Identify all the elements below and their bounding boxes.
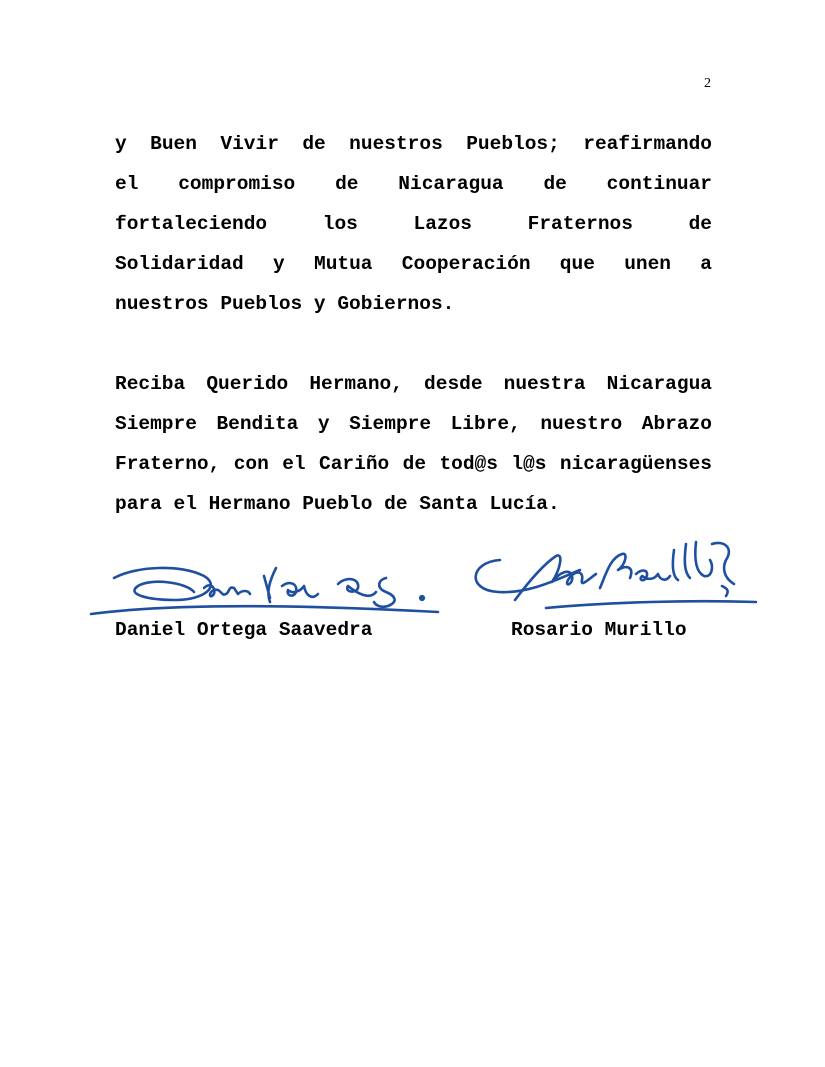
signatory-name-murillo: Rosario Murillo	[511, 619, 687, 641]
paragraph-line: nuestros Pueblos y Gobiernos.	[115, 293, 455, 315]
signatory-name-ortega: Daniel Ortega Saavedra	[115, 619, 373, 641]
signature-murillo	[460, 530, 760, 620]
paragraph-line: para el Hermano Pueblo de Santa Lucía.	[115, 493, 560, 515]
paragraph-line: Reciba Querido Hermano, desde nuestra Nicaragua	[115, 373, 712, 395]
paragraph-line: fortaleciendo los Lazos Fraternos de	[115, 213, 712, 235]
paragraph-greeting	[115, 364, 712, 524]
paragraph-line: y Buen Vivir de nuestros Pueblos; reafirmando	[115, 133, 712, 155]
paragraph-line: Fraterno, con el Cariño de tod@s l@s nicaragüenses	[115, 453, 712, 475]
paragraph-line: Solidaridad y Mutua Cooperación que unen a	[115, 253, 712, 275]
paragraph-line: Siempre Bendita y Siempre Libre, nuestro Abrazo	[115, 413, 712, 435]
signature-ortega	[86, 548, 446, 620]
paragraph-closing-commitment	[115, 124, 712, 324]
paragraph-line: el compromiso de Nicaragua de continuar	[115, 173, 712, 195]
page-number: 2	[704, 76, 711, 91]
